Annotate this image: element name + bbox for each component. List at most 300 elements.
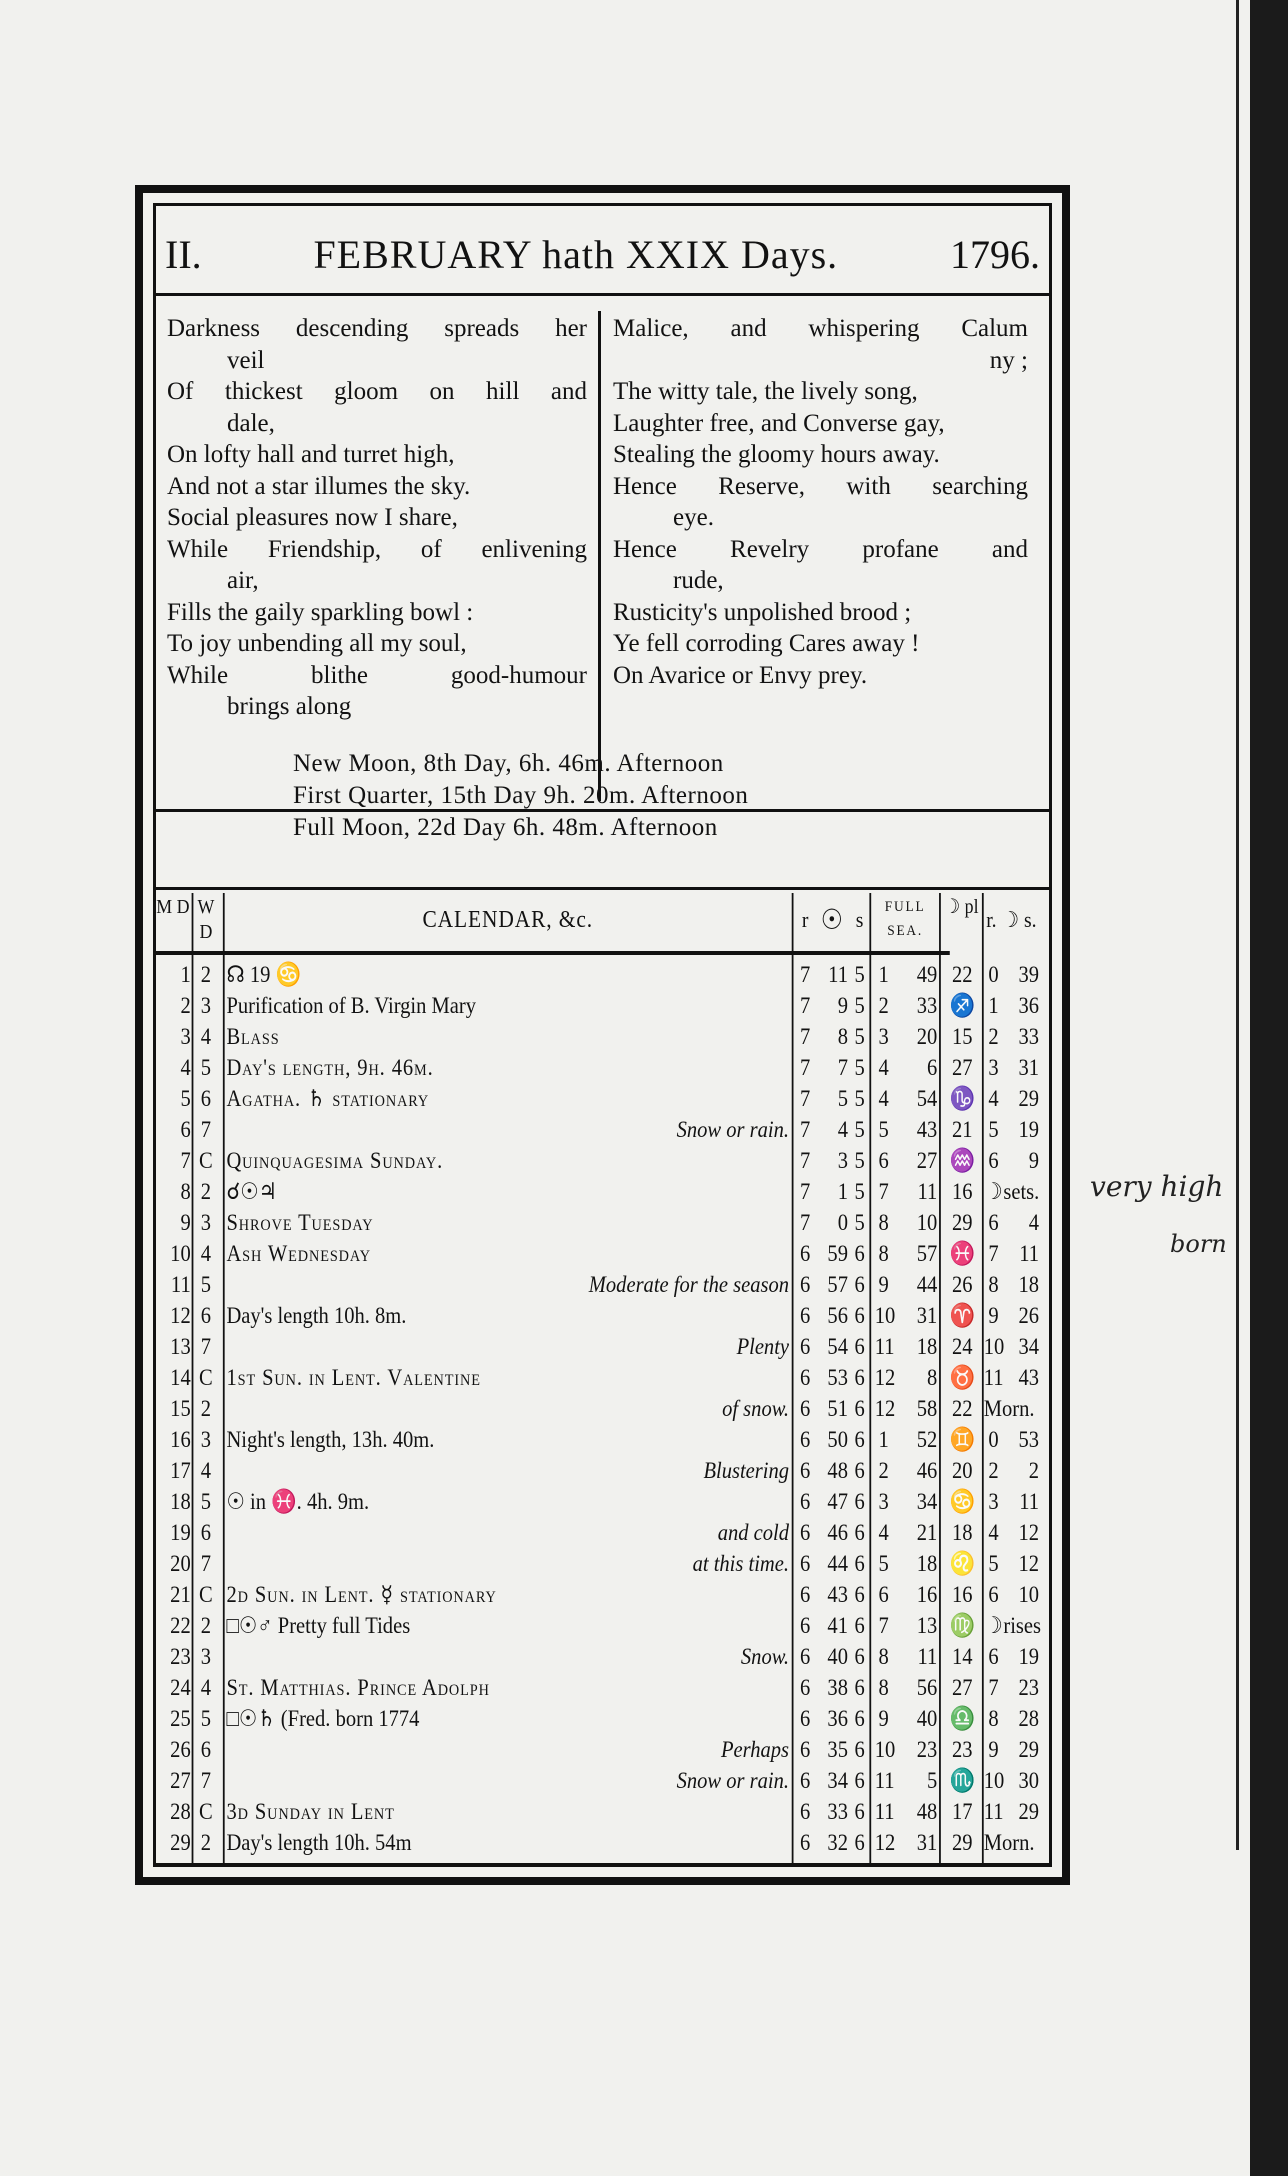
cell-sm: 56 [827,1303,848,1328]
cell-fm: 40 [916,1706,938,1731]
cell-mp: ♏ [949,1768,976,1793]
table-row [155,1269,1040,1300]
month-title: FEBRUARY hath XXIX Days. [313,232,839,277]
cell-md: 2 [180,993,191,1018]
cell-mr: 11 [983,1799,1004,1824]
cell-ss: 5 [854,1117,865,1142]
cell-mp: 27 [952,1675,973,1700]
cell-fm: 10 [916,1210,938,1235]
cell-mr: 10 [983,1334,1005,1359]
cell-calendar [226,1176,789,1207]
moon-phases [293,748,748,844]
poem-right-line: Laughter free, and Converse gay, [613,409,945,437]
cell-sr: 6 [799,1272,811,1297]
moon-phase-line: First Quarter, 15th Day 9h. 20m. Afternoon [293,782,749,809]
moon-phase-line: Full Moon, 22d Day 6h. 48m. Afternoon [293,814,718,841]
cell-fh: 8 [878,1675,889,1700]
cell-sm: 0 [837,1210,848,1235]
cell-mp: ♍ [949,1613,976,1638]
cell-mr: 5 [988,1551,999,1576]
cell-fm: 57 [916,1241,938,1266]
cell-ss: 5 [854,1055,865,1080]
cell-calendar [226,1269,789,1300]
cell-ss: 5 [854,1179,865,1204]
cell-sr: 6 [799,1365,811,1390]
cell-sm: 1 [837,1179,848,1204]
cell-mp: 26 [952,1272,973,1297]
cell-ss: 6 [854,1334,865,1359]
cell-fh: 12 [874,1830,896,1855]
cell-mr: 0 [988,1427,999,1452]
cell-sr: 7 [799,1055,811,1080]
table-row [155,1548,1040,1579]
cell-md: 25 [170,1706,191,1731]
cell-md: 5 [180,1086,191,1111]
cell-md: 24 [170,1675,191,1700]
calendar-entry: Shrove Tuesday [226,1210,374,1235]
cell-sr: 6 [799,1551,811,1576]
table-row [155,1114,1040,1145]
cell-mm: 10 [1018,1582,1040,1607]
cell-sr: 6 [799,1675,811,1700]
cell-mp: 20 [952,1458,973,1483]
cell-calendar [226,1052,789,1083]
cell-mm: 2 [1028,1458,1040,1483]
cell-fh: 1 [878,962,889,987]
cell-md: 29 [170,1830,191,1855]
header-full-sea: FULL SEA. [884,899,926,939]
cell-ss: 6 [854,1644,865,1669]
cell-md: 20 [170,1551,191,1576]
weather-note: Perhaps [720,1737,790,1762]
cell-sr: 7 [799,1210,811,1235]
cell-sr: 6 [799,1799,811,1824]
cell-sr: 7 [799,1086,811,1111]
cell-wd: 5 [200,1272,212,1297]
cell-md: 18 [170,1489,191,1514]
cell-mp: 18 [952,1520,973,1545]
cell-mm: 4 [1028,1210,1040,1235]
cell-sr: 7 [799,1117,811,1142]
cell-wd: 5 [200,1489,212,1514]
cell-md: 7 [180,1148,191,1173]
table-row [155,1207,1040,1238]
cell-mp: 14 [952,1644,973,1669]
cell-fh: 3 [878,1489,889,1514]
cell-sm: 46 [827,1520,848,1545]
cell-md: 1 [180,962,191,987]
table-row [155,990,1040,1021]
cell-fm: 31 [916,1303,938,1328]
cell-mm: rises [1003,1613,1042,1638]
table-row [155,1765,1040,1796]
cell-sm: 3 [837,1148,848,1173]
table-row [155,1486,1040,1517]
moons-rule [153,887,1052,890]
cell-mr: 0 [988,962,999,987]
cell-wd: 2 [200,1613,212,1638]
cell-fm: 23 [916,1737,938,1762]
poem-left-line: While blithe good-humour [167,661,587,689]
cell-wd: 3 [200,1427,212,1452]
poem-left-line: While Friendship, of enlivening [167,535,587,563]
table-row [155,1796,1040,1827]
margin-handwriting-1: very high [1090,1170,1224,1203]
cell-ss: 6 [854,1365,865,1390]
cell-mm: 43 [1018,1365,1040,1390]
cell-sm: 40 [827,1644,848,1669]
calendar-entry: ☌☉♃ [226,1179,278,1204]
cell-md: 19 [170,1520,191,1545]
cell-mm [1003,1393,1039,1424]
cell-mp: 16 [952,1179,973,1204]
table-row [155,1827,1035,1858]
cell-sr: 6 [799,1768,811,1793]
cell-ss: 5 [854,1148,865,1173]
header-rule [153,293,1052,296]
weather-note: Snow. [740,1644,790,1669]
cell-md: 8 [180,1179,191,1204]
cell-sr: 6 [799,1334,811,1359]
column-divider [192,893,194,1863]
cell-mm: 39 [1018,962,1040,987]
cell-wd: 6 [200,1086,212,1111]
table-row [155,1703,1040,1734]
cell-mp: ♊ [949,1427,976,1452]
calendar-entry: Night's length, 13h. 40m. [226,1427,435,1452]
cell-mr: 2 [988,1458,999,1483]
cell-sm: 35 [827,1737,848,1762]
cell-md: 3 [180,1024,191,1049]
cell-md: 16 [170,1427,191,1452]
cell-fh: 10 [874,1737,896,1762]
poem-right-line: eye. [673,504,714,531]
cell-ss: 6 [854,1768,865,1793]
cell-ss: 6 [854,1799,865,1824]
cell-md: 15 [170,1396,191,1421]
cell-fm: 8 [926,1365,938,1390]
cell-calendar [226,1207,789,1238]
cell-md: 9 [180,1210,191,1235]
table-row [155,1083,1040,1114]
cell-fm: 18 [916,1551,938,1576]
cell-mm: 30 [1018,1768,1040,1793]
cell-sm: 51 [827,1396,848,1421]
cell-ss: 6 [854,1675,865,1700]
cell-wd: 6 [200,1520,212,1545]
cell-mm: 29 [1018,1799,1040,1824]
scan-edge [1250,0,1288,2176]
cell-calendar [226,1083,789,1114]
cell-wd: C [199,1582,213,1607]
cell-sr: 6 [799,1458,811,1483]
cell-wd: 4 [200,1024,212,1049]
cell-ss: 6 [854,1241,865,1266]
poem-right-line: Hence Reserve, with searching [613,472,1028,500]
cell-md: 13 [170,1334,191,1359]
cell-mm: 53 [1018,1427,1040,1452]
cell-fm: 52 [916,1427,938,1452]
cell-mm: 19 [1018,1644,1040,1669]
cell-mm: 12 [1018,1520,1040,1545]
column-divider [223,893,225,1863]
cell-md: 11 [170,1272,191,1297]
cell-ss: 6 [854,1830,865,1855]
cell-mr: 1 [988,993,999,1018]
table-row [155,1424,1040,1455]
calendar-entry: ☉ in ♓. 4h. 9m. [226,1489,370,1514]
cell-fm: 33 [916,993,938,1018]
cell-sr: 6 [799,1427,811,1452]
cell-mr: 2 [988,1024,999,1049]
poem-right-line: Hence Revelry profane and [613,535,1028,563]
year: 1796. [949,232,1040,277]
poem-right-line: Rusticity's unpolished brood ; [613,598,912,626]
cell-mr: 5 [988,1117,999,1142]
cell-wd: 5 [200,1055,212,1080]
poem-left-line: dale, [227,409,275,437]
cell-md: 28 [170,1799,191,1824]
cell-wd: 7 [200,1768,212,1793]
table-row [155,1393,1035,1424]
poem-right-column [613,313,1028,691]
cell-wd: C [199,1148,213,1173]
poem-divider [598,311,601,801]
cell-sr: 6 [799,1582,811,1607]
column-divider [982,893,984,1863]
cell-fm: 56 [916,1675,938,1700]
cell-sm: 54 [827,1334,848,1359]
cell-fh: 2 [878,1458,889,1483]
table-row [155,1734,1040,1765]
cell-md: 12 [170,1303,191,1328]
cell-fm: 34 [916,1489,938,1514]
poem-right-line: The witty tale, the lively song, [613,378,918,405]
cell-calendar [226,1579,789,1610]
table-row [155,1176,1040,1207]
cell-sr: 7 [799,1024,811,1049]
cell-fh: 8 [878,1210,889,1235]
cell-calendar [226,1300,789,1331]
cell-mr: ☽ [984,1179,1003,1204]
table-row [155,1579,1040,1610]
cell-fh: 10 [874,1303,896,1328]
cell-mr: ☽ [984,1613,1003,1638]
cell-wd: 4 [200,1458,212,1483]
table-row [155,1610,1042,1641]
table-row [155,1145,1040,1176]
cell-fm: 21 [916,1520,938,1545]
cell-calendar [226,1424,789,1455]
cell-sm: 41 [827,1613,848,1638]
header-moon-place: ☽ pl [944,896,979,918]
cell-sr: 7 [799,993,811,1018]
cell-sm: 32 [827,1830,848,1855]
column-divider [792,893,794,1863]
cell-sr: 6 [799,1303,811,1328]
cell-md: 22 [170,1613,191,1638]
weather-note: and cold [717,1520,790,1545]
cell-sr: 7 [799,1148,811,1173]
table-row [155,1362,1040,1393]
margin-handwriting-2: born [1170,1230,1227,1258]
cell-sm: 7 [837,1055,848,1080]
calendar-entry: Quinquagesima Sunday. [226,1148,444,1173]
cell-calendar [226,1238,789,1269]
cell-fh: 5 [878,1117,889,1142]
cell-sr: 6 [799,1520,811,1545]
cell-mp: ♉ [949,1365,976,1390]
cell-calendar [226,1517,789,1548]
cell-mp: 22 [952,1396,973,1421]
weather-note: Blustering [703,1458,790,1483]
cell-mp: 29 [952,1830,973,1855]
cell-fh: 3 [878,1024,889,1049]
cell-wd: 4 [200,1675,212,1700]
cell-fh: 11 [874,1768,895,1793]
cell-ss: 6 [854,1303,865,1328]
cell-md: 26 [170,1737,191,1762]
column-divider [869,893,871,1863]
header-calendar: CALENDAR, &c. [422,907,594,933]
calendar-entry: ☊ 19 ♋ [226,962,302,987]
cell-sm: 50 [827,1427,848,1452]
cell-sm: 4 [837,1117,848,1142]
cell-mm: 11 [1019,1489,1040,1514]
cell-mp: ♑ [949,1086,976,1111]
cell-sm: 43 [827,1582,848,1607]
cell-md: 27 [170,1768,191,1793]
cell-ss: 5 [854,962,865,987]
cell-sm: 53 [827,1365,848,1390]
table-row [155,1021,1040,1052]
poem-left-line: Social pleasures now I share, [167,504,458,531]
cell-ss: 6 [854,1551,865,1576]
cell-mr: 3 [988,1055,999,1080]
cell-fh: 8 [878,1644,889,1669]
calendar-entry: □☉♂ Pretty full Tides [226,1613,411,1638]
month-header [165,231,1040,281]
cell-md: 6 [180,1117,191,1142]
cell-fh: 4 [878,1086,889,1111]
cell-md: 10 [170,1241,191,1266]
cell-ss: 6 [854,1582,865,1607]
cell-wd: 2 [200,962,212,987]
cell-wd: 2 [200,1179,212,1204]
cell-fm: 46 [916,1458,938,1483]
cell-md: 23 [170,1644,191,1669]
cell-md: 21 [170,1582,191,1607]
cell-mr: 11 [983,1365,1004,1390]
cell-mr: Morn. [983,1830,1035,1855]
header-moon-rise-set: r. ☽ s. [986,907,1037,932]
cell-mr: Morn. [983,1396,1035,1421]
table-row [155,1672,1040,1703]
cell-sr: 6 [799,1830,811,1855]
cell-ss: 5 [854,1210,865,1235]
cell-fm: 43 [916,1117,938,1142]
cell-wd: 4 [200,1241,212,1266]
poem-left-line: To joy unbending all my soul, [167,630,467,657]
poem-right-line: Stealing the gloomy hours away. [613,441,940,468]
calendar-entry: 3d Sunday in Lent [226,1799,395,1824]
cell-mr: 4 [988,1086,999,1111]
calendar-entry: Day's length, 9h. 46m. [226,1055,434,1080]
cell-wd: 2 [200,1396,212,1421]
header-week-day: W D [197,896,215,943]
weather-note: Plenty [736,1334,790,1359]
cell-mr: 3 [988,1489,999,1514]
cell-calendar [226,1765,789,1796]
cell-calendar [226,1641,789,1672]
cell-mm: 11 [1019,1241,1040,1266]
cell-wd: C [199,1365,213,1390]
header-sun-set: s [855,907,864,932]
poem-left-line: Darkness descending spreads her [167,315,587,342]
weather-note: of snow. [722,1396,790,1421]
table-row [155,1331,1040,1362]
cell-fm: 48 [916,1799,938,1824]
cell-fh: 11 [874,1334,895,1359]
poem-left-line: Fills the gaily sparkling bowl : [167,598,474,626]
cell-sm: 44 [827,1551,848,1576]
cell-ss: 6 [854,1396,865,1421]
calendar-entry: 2d Sun. in Lent. ☿ stationary [226,1582,497,1607]
cell-fh: 11 [874,1799,895,1824]
cell-wd: 7 [200,1334,212,1359]
cell-fm: 13 [916,1613,938,1638]
cell-ss: 6 [854,1272,865,1297]
month-number: II. [165,232,202,277]
poem-right-line: On Avarice or Envy prey. [613,661,868,689]
cell-ss: 6 [854,1427,865,1452]
weather-note: at this time. [692,1551,790,1576]
calendar-entry: Day's length 10h. 54m [226,1830,412,1855]
header-sun-icon: ☉ [820,905,844,936]
poem-left-line: brings along [227,693,352,720]
cell-sm: 38 [827,1675,848,1700]
cell-mm: 29 [1018,1086,1040,1111]
cell-mr: 7 [988,1675,999,1700]
cell-fm: 27 [916,1148,938,1173]
cell-calendar [226,1672,789,1703]
cell-fm: 16 [916,1582,938,1607]
cell-sr: 6 [799,1489,811,1514]
cell-ss: 6 [854,1613,865,1638]
cell-wd: 7 [200,1551,212,1576]
cell-calendar [226,1455,789,1486]
cell-fh: 4 [878,1520,889,1545]
cell-fh: 12 [874,1365,896,1390]
cell-calendar [226,1331,789,1362]
cell-mr: 6 [988,1644,999,1669]
calendar-entry: Purification of B. Virgin Mary [226,993,477,1018]
poem-right-line: Malice, and whispering Calum [613,315,1028,342]
table-row [155,1455,1040,1486]
cell-calendar [226,1362,789,1393]
cell-mp: 24 [952,1334,973,1359]
cell-mm: 18 [1018,1272,1040,1297]
cell-calendar [226,1734,789,1765]
calendar-entry: 1st Sun. in Lent. Valentine [226,1365,481,1390]
table-row [155,1517,1040,1548]
cell-calendar [226,1393,789,1424]
cell-sm: 36 [827,1706,848,1731]
cell-mr: 8 [988,1706,999,1731]
cell-fh: 9 [878,1706,889,1731]
cell-fh: 8 [878,1241,889,1266]
cell-mr: 8 [988,1272,999,1297]
